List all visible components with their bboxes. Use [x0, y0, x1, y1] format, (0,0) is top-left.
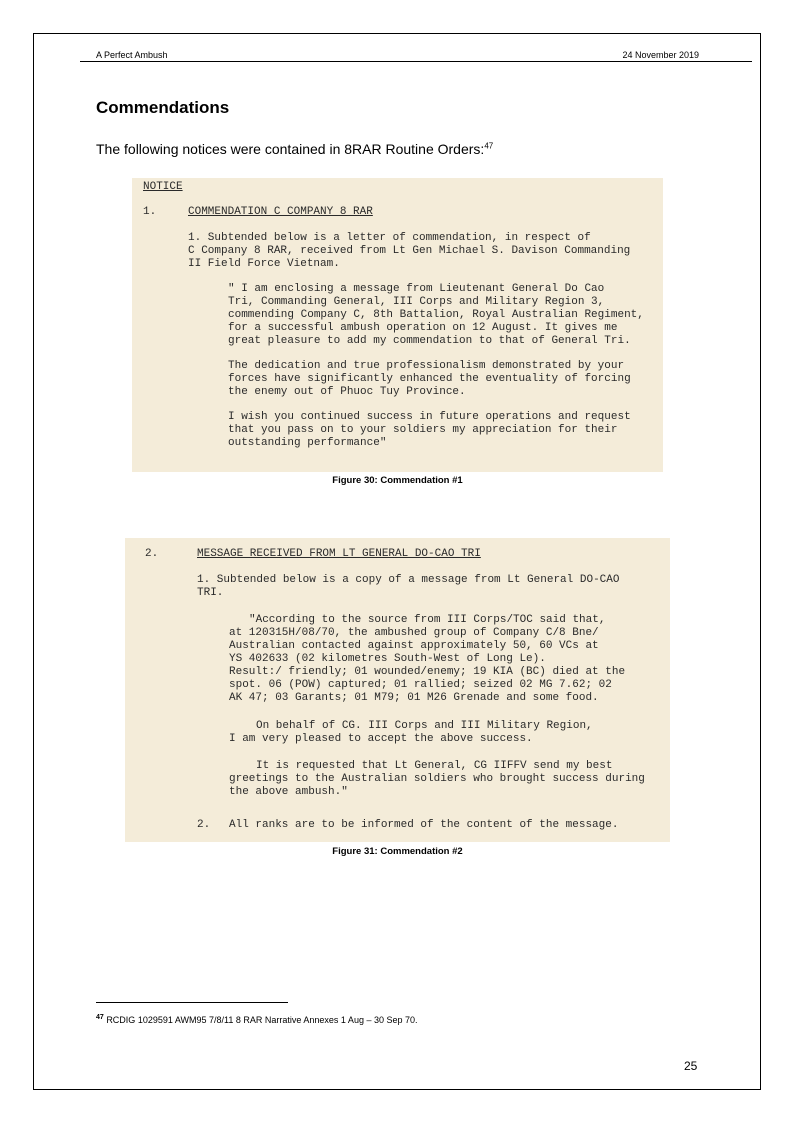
figure-30-caption: Figure 30: Commendation #1	[332, 475, 463, 486]
scan-line: for a successful ambush operation on 12 August. It gives me	[228, 322, 618, 334]
figure-31-caption: Figure 31: Commendation #2	[332, 846, 463, 857]
figure-31-scan	[125, 538, 670, 842]
scan-line: Result:/ friendly; 01 wounded/enemy; 19 KIA (BC) died at the	[229, 666, 626, 678]
scan-line: COMMENDATION C COMPANY 8 RAR	[188, 206, 373, 218]
scan-line: 2.	[197, 819, 211, 831]
running-header-title: A Perfect Ambush	[96, 50, 168, 60]
scan-line: MESSAGE RECEIVED FROM LT GENERAL DO-CAO TRI	[197, 548, 481, 560]
scan-line: C Company 8 RAR, received from Lt Gen Michael S. Davison Commanding	[188, 245, 631, 257]
scan-line: 1. Subtended below is a letter of commendation, in respect of	[188, 232, 591, 244]
intro-paragraph	[96, 141, 493, 157]
scan-line: forces have significantly enhanced the eventuality of forcing	[228, 373, 631, 385]
scan-line: TRI.	[197, 587, 224, 599]
scan-line: at 120315H/08/70, the ambushed group of Company C/8 Bne/	[229, 627, 599, 639]
running-header-date: 24 November 2019	[622, 50, 699, 60]
figure-30-scan	[132, 178, 663, 472]
intro-text: The following notices were contained in 8RAR Routine Orders:	[96, 141, 485, 157]
scan-line: AK 47; 03 Garants; 01 M79; 01 M26 Grenade and some food.	[229, 692, 599, 704]
scan-line: Australian contacted against approximately 50, 60 VCs at	[229, 640, 599, 652]
page-number: 25	[684, 1059, 698, 1073]
scan-line: great pleasure to add my commendation to that of General Tri.	[228, 335, 631, 347]
scan-line: outstanding performance"	[228, 437, 387, 449]
footnote-rule	[96, 1002, 288, 1003]
header-rule	[80, 61, 752, 62]
scan-line: spot. 06 (POW) captured; 01 rallied; seized 02 MG 7.62; 02	[229, 679, 612, 691]
scan-line: Tri, Commanding General, III Corps and Military Region 3,	[228, 296, 605, 308]
scan-line: NOTICE	[143, 181, 183, 193]
footnote	[96, 1014, 418, 1025]
scan-line: All ranks are to be informed of the content of the message.	[229, 819, 619, 831]
scan-line: the above ambush."	[229, 786, 348, 798]
scan-line: I am very pleased to accept the above success.	[229, 733, 533, 745]
footnote-text: RCDIG 1029591 AWM95 7/8/11 8 RAR Narrative Annexes 1 Aug – 30 Sep 70.	[106, 1015, 418, 1025]
scan-line: the enemy out of Phuoc Tuy Province.	[228, 386, 466, 398]
scan-line: It is requested that Lt General, CG IIFFV send my best	[256, 760, 613, 772]
scan-line: 1.	[143, 206, 157, 218]
scan-line: commending Company C, 8th Battalion, Royal Australian Regiment,	[228, 309, 644, 321]
scan-line: II Field Force Vietnam.	[188, 258, 340, 270]
scan-line: " I am enclosing a message from Lieutenant General Do Cao	[228, 283, 605, 295]
scan-line: I wish you continued success in future operations and request	[228, 411, 631, 423]
scan-line: The dedication and true professionalism demonstrated by your	[228, 360, 625, 372]
scan-line: 1. Subtended below is a copy of a message from Lt General DO-CAO	[197, 574, 620, 586]
scan-line: greetings to the Australian soldiers who brought success during	[229, 773, 645, 785]
footnote-number: 47	[96, 1014, 104, 1021]
scan-line: 2.	[145, 548, 159, 560]
scan-line: "According to the source from III Corps/TOC said that,	[249, 614, 606, 626]
scan-line: that you pass on to your soldiers my appreciation for their	[228, 424, 618, 436]
scan-line: On behalf of CG. III Corps and III Military Region,	[256, 720, 593, 732]
footnote-reference: 47	[484, 141, 494, 151]
section-title: Commendations	[96, 98, 230, 117]
scan-line: YS 402633 (02 kilometres South-West of Long Le).	[229, 653, 546, 665]
